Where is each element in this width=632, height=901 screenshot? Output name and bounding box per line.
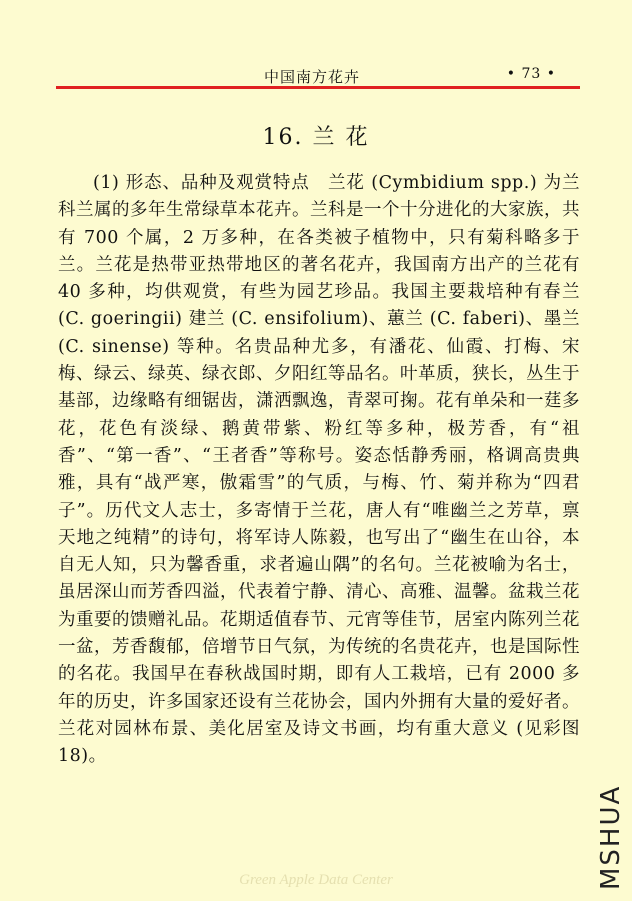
running-header: [56, 62, 580, 88]
side-watermark: MSHUA: [596, 784, 626, 890]
header-rule: [56, 86, 580, 89]
page-number: • 73 •: [506, 66, 556, 82]
header-book-title: 中国南方花卉: [264, 68, 361, 86]
footer-watermark: Green Apple Data Center: [239, 872, 393, 888]
chapter-title: 16. 兰 花: [262, 125, 370, 150]
body-paragraph: (1) 形态、品种及观赏特点 兰花 (Cymbidium spp.) 为兰科兰属的多年生常绿草本花卉。兰科是一个十分进化的大家族，共有 700 个属，2 万多种，在各类被子植物中，只有菊科略多于兰。兰花是热带亚热带地区的著名花卉，我国南方出产的兰花有 40 多种，均供观赏，有些为园艺珍品。我国主要栽培种有春兰 (C. goeringii) 建兰 (C. ensifolium)、蕙兰 (C. faberi)、墨兰 (C. sinense) 等种。名贵品种尤多，有潘花、仙霞、打梅、宋梅、绿云、绿英、绿衣郎、夕阳红等品名。叶革质，狭长，丛生于基部，边缘略有细锯齿，潇洒飘逸，青翠可掬。花有单朵和一莛多花，花色有淡绿、鹅黄带紫、粉红等多种，极芳香，有“祖香”、“第一香”、“王者香”等称号。姿态恬静秀丽，格调高贵典雅，具有“战严寒，傲霜雪”的气质，与梅、竹、菊并称为“四君子”。历代文人志士，多寄情于兰花，唐人有“唯幽兰之芳草，禀天地之纯精”的诗句，将军诗人陈毅，也写出了“幽生在山谷，本自无人知，只为馨香重，求者遍山隅”的名句。兰花被喻为名士，虽居深山而芳香四溢，代表着宁静、清心、高雅、温馨。盆栽兰花为重要的馈赠礼品。花期适值春节、元宵等佳节，居室内陈列兰花一盆，芳香馥郁，倍增节日气氛，为传统的名贵花卉，也是国际性的名花。我国早在春秋战国时期，即有人工栽培，已有 2000 多年的历史，许多国家还设有兰花协会，国内外拥有大量的爱好者。兰花对园林布景、美化居室及诗文书画，均有重大意义 (见彩图 18)。: [58, 173, 580, 767]
